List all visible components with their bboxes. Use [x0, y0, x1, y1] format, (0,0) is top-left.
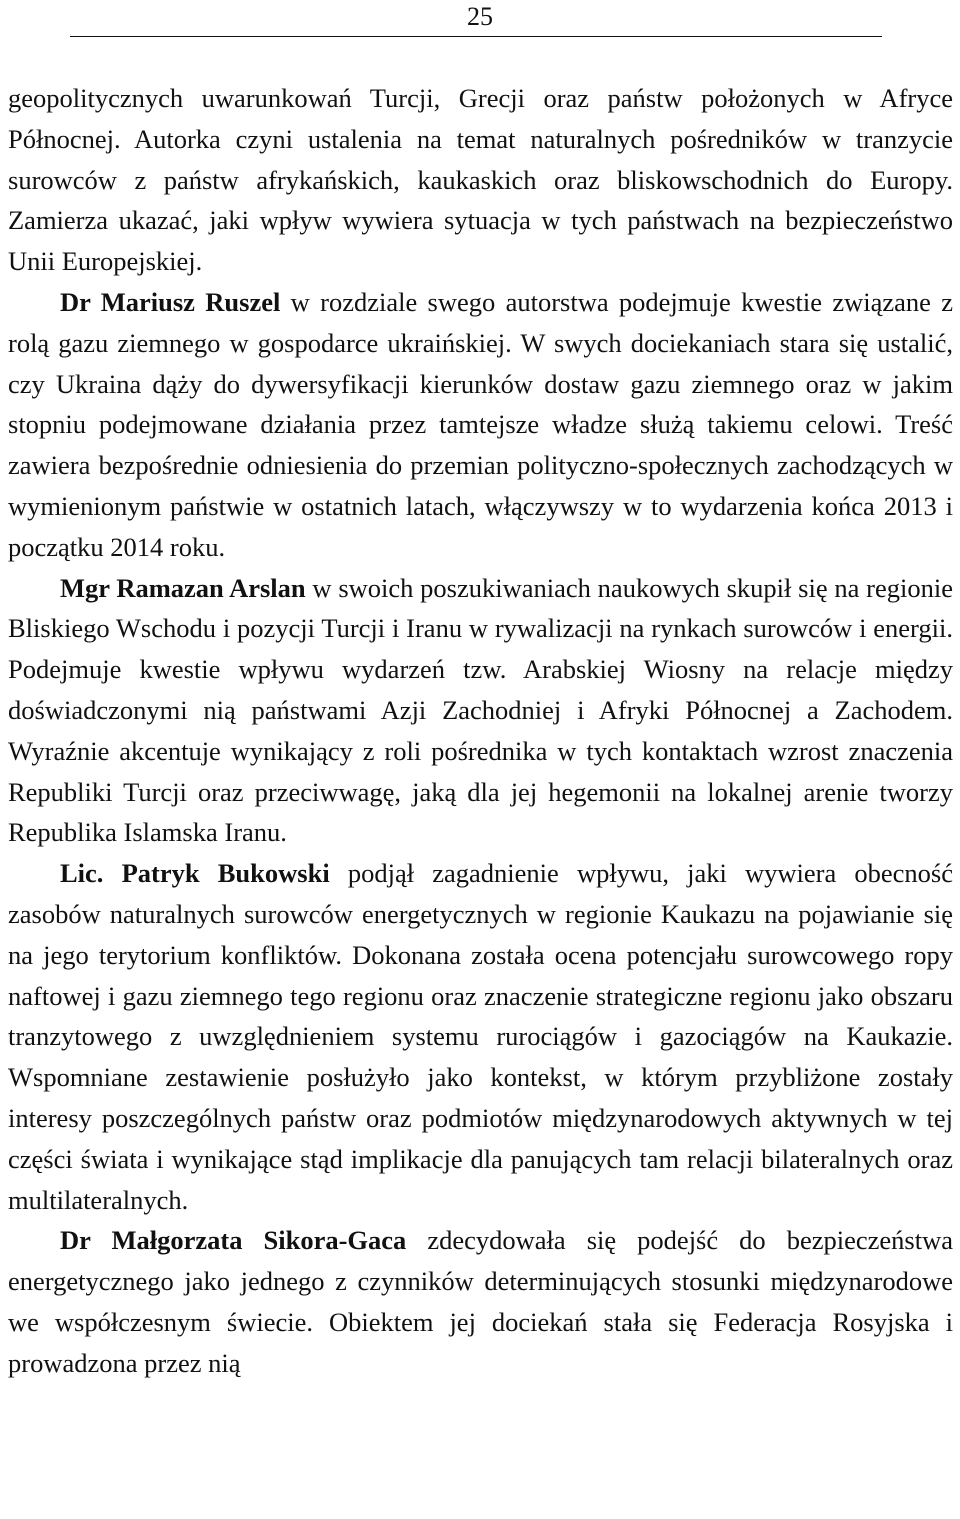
page-number: 25	[467, 2, 493, 31]
paragraph-1-text: geopolitycznych uwarunkowań Turcji, Grecji oraz państw położonych w Afryce Północnej. Autorka czyni ustalenia na temat naturalnych pośredników w tranzycie surowców z państw afrykańskich, kaukaskich oraz bliskowschodnich do Europy. Zamierza ukazać, jaki wpływ wywiera sytuacja w tych państwach na bezpieczeństwo Unii Europejskiej.	[8, 83, 953, 277]
header-rule	[70, 36, 882, 37]
paragraph-3	[8, 568, 953, 854]
paragraph-2-author: Dr Mariusz Ruszel	[60, 286, 281, 317]
paragraph-5-author: Dr Małgorzata Sikora-Gaca	[60, 1225, 407, 1256]
page-body	[8, 78, 953, 1384]
paragraph-4	[8, 853, 953, 1220]
paragraph-2	[8, 282, 953, 568]
paragraph-2-text: w rozdziale swego autorstwa podejmuje kwestie związane z rolą gazu ziemnego w gospodarce ukraińskiej. W swych dociekaniach stara się ustalić, czy Ukraina dąży do dywersyfikacji kierunków dostaw gazu ziemnego oraz w jakim stopniu podejmowane działania przez tamtejsze władze służą takiemu celowi. Treść zawiera bezpośrednie odniesienia do przemian polityczno-społecznych zachodzących w wymienionym państwie w ostatnich latach, włączywszy w to wydarzenia końca 2013 i początku 2014 roku.	[8, 286, 953, 562]
paragraph-5-text: zdecydowała się podejść do bezpieczeństwa energetycznego jako jednego z czynników determinujących stosunki międzynarodowe we współczesnym świecie. Obiektem jej dociekań stała się Federacja Rosyjska i prowadzona przez nią	[8, 1225, 953, 1378]
paragraph-1	[8, 78, 953, 282]
paragraph-5	[8, 1220, 953, 1383]
paragraph-4-author: Lic. Patryk Bukowski	[60, 858, 330, 889]
paragraph-3-author: Mgr Ramazan Arslan	[60, 572, 306, 603]
paragraph-3-text: w swoich poszukiwaniach naukowych skupił się na regionie Bliskiego Wschodu i pozycji Turcji i Iranu w rywalizacji na rynkach surowców i energii. Podejmuje kwestie wpływu wydarzeń tzw. Arabskiej Wiosny na relacje między doświadczonymi nią państwami Azji Zachodniej i Afryki Północnej a Zachodem. Wyraźnie akcentuje wynikający z roli pośrednika w tych kontaktach wzrost znaczenia Republiki Turcji oraz przeciwwagę, jaką dla jej hegemonii na lokalnej arenie tworzy Republika Islamska Iranu.	[8, 572, 953, 848]
paragraph-4-text: podjął zagadnienie wpływu, jaki wywiera obecność zasobów naturalnych surowców energetycznych w regionie Kaukazu na pojawianie się na jego terytorium konfliktów. Dokonana została ocena potencjału surowcowego ropy naftowej i gazu ziemnego tego regionu oraz znaczenie strategiczne regionu jako obszaru tranzytowego z uwzględnieniem systemu rurociągów i gazociągów na Kaukazie. Wspomniane zestawienie posłużyło jako kontekst, w którym przybliżone zostały interesy poszczególnych państw oraz podmiotów międzynarodowych aktywnych w tej części świata i wynikające stąd implikacje dla panujących tam relacji bilateralnych oraz multilateralnych.	[8, 858, 953, 1215]
